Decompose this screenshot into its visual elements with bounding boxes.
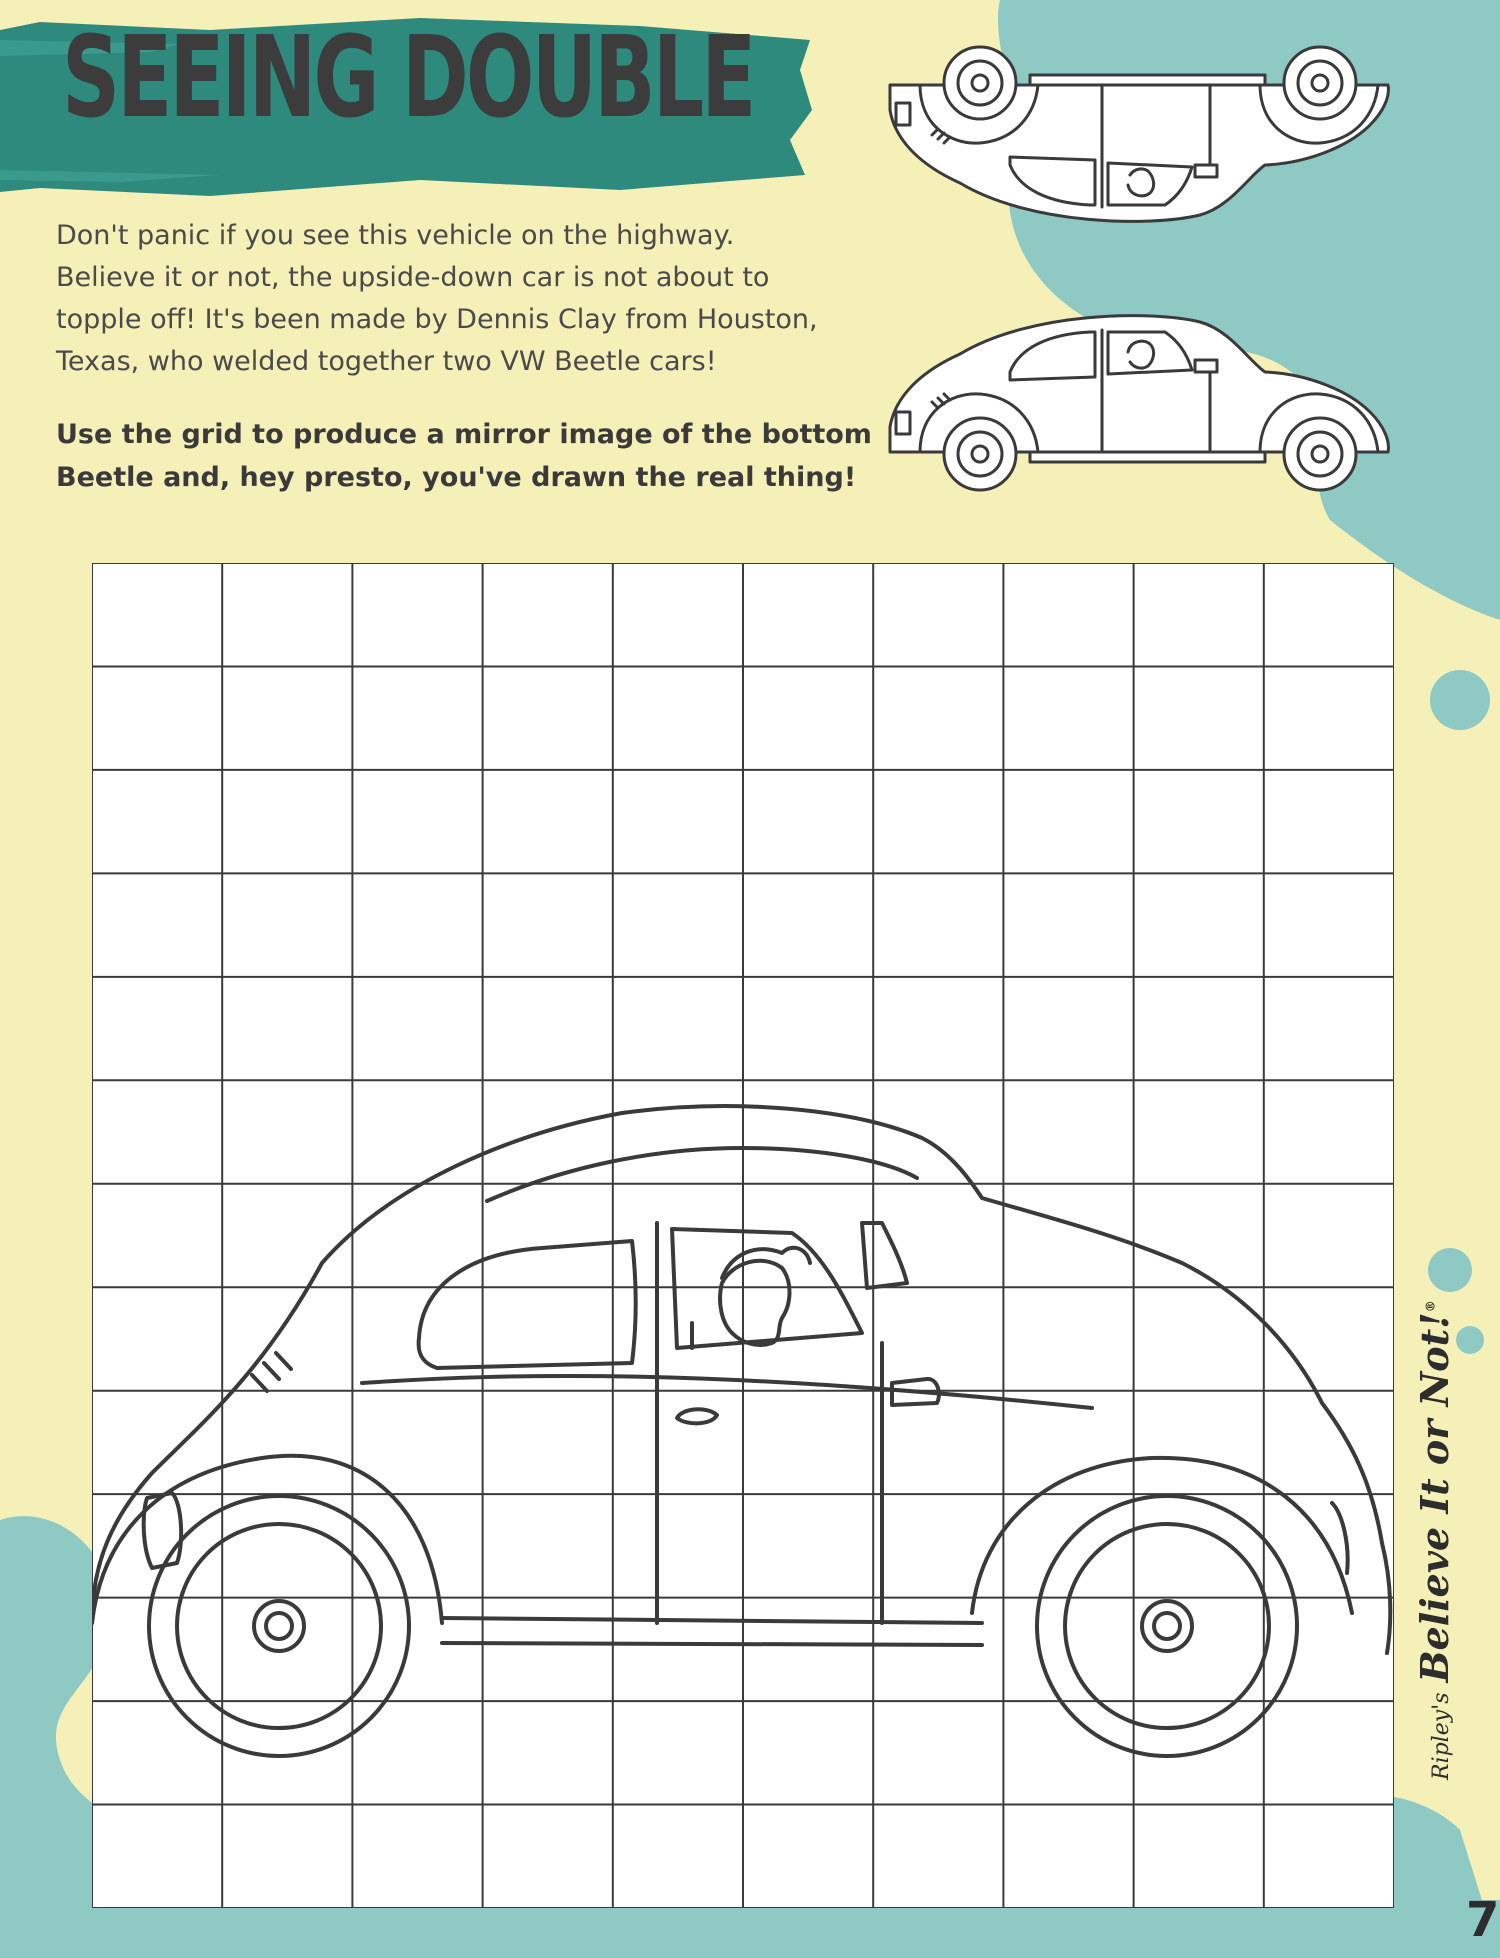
intro-line: Don't panic if you see this vehicle on the highway.	[56, 220, 735, 251]
instruction-line: Beetle and, hey presto, you've drawn the real thing!	[56, 462, 857, 493]
brand-prefix: Ripley's	[1429, 1692, 1454, 1780]
stacked-beetles-illustration	[880, 40, 1405, 500]
drawing-grid	[92, 563, 1394, 1908]
instruction-line: Use the grid to produce a mirror image of the bottom	[56, 419, 872, 450]
upside-down-beetle-illustration	[890, 47, 1388, 221]
intro-paragraph	[56, 215, 876, 383]
intro-line: Believe it or not, the upside-down car is not about to	[56, 262, 770, 293]
page-number: 7	[1466, 1892, 1500, 1948]
beetle-illustration	[890, 316, 1388, 490]
instruction-paragraph	[56, 413, 876, 499]
brand-name: Believe It or Not!	[1412, 1312, 1457, 1683]
intro-line: topple off! It's been made by Dennis Clay from Houston,	[56, 304, 818, 335]
brand-registered-mark: ®	[1423, 1300, 1438, 1313]
brand-logo	[1412, 1300, 1457, 1780]
page-title: SEEING DOUBLE	[62, 13, 754, 143]
title-banner	[0, 0, 820, 205]
intro-line: Texas, who welded together two VW Beetle cars!	[56, 346, 717, 377]
